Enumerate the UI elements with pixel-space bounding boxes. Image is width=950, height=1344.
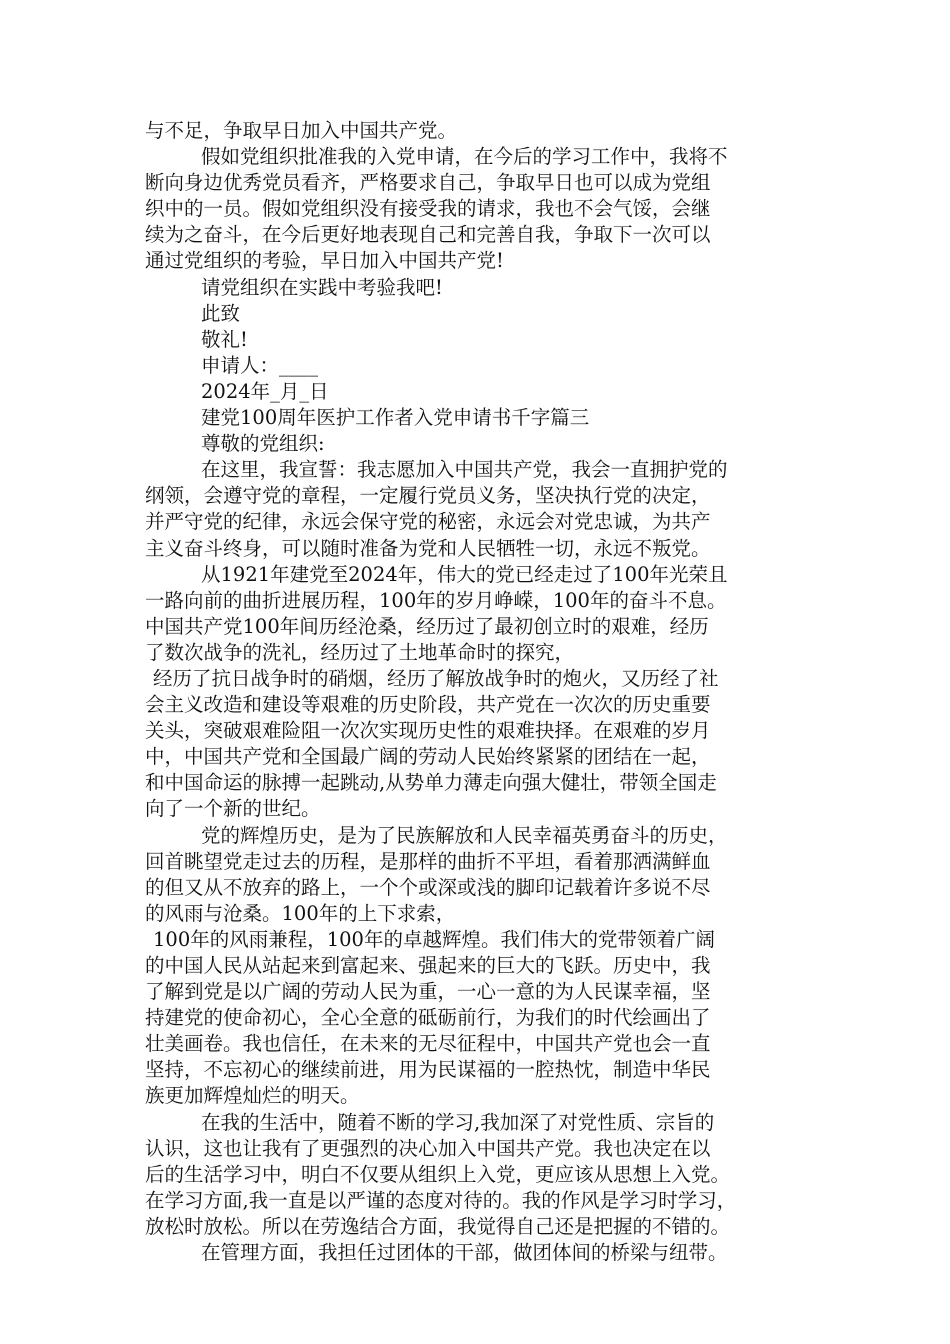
text-line: 族更加辉煌灿烂的明天。: [145, 1084, 360, 1108]
text-line: 主义奋斗终身，可以随时准备为党和人民牺牲一切，永远不叛党。: [145, 536, 711, 560]
text-line: 纲领，会遵守党的章程，一定履行党员义务，坚决执行党的决定，: [145, 484, 711, 508]
text-line: 请党组织在实践中考验我吧!: [201, 275, 443, 299]
text-line: 在我的生活中，随着不断的学习,我加深了对党性质、宗旨的: [201, 1110, 715, 1134]
text-line: 放松时放松。所以在劳逸结合方面，我觉得自己还是把握的不错的。: [145, 1214, 731, 1238]
text-line: 持建党的使命初心，全心全意的砥砺前行，为我们的时代绘画出了: [145, 1006, 711, 1030]
text-line: 会主义改造和建设等艰难的历史阶段，共产党在一次次的历史重要: [145, 693, 711, 717]
text-line: 此致: [201, 301, 241, 325]
text-line: 的中国人民从站起来到富起来、强起来的巨大的飞跃。历史中，我: [145, 954, 711, 977]
text-line: 和中国命运的脉搏一起跳动,从势单力薄走向强大健壮，带领全国走: [145, 771, 717, 795]
text-line: 的但又从不放弃的路上，一个个或深或浅的脚印记载着许多说不尽: [145, 875, 711, 899]
text-line: 一路向前的曲折进展历程，100年的岁月峥嵘，100年的奋斗不息。: [145, 588, 727, 612]
text-line: 尊敬的党组织:: [201, 432, 325, 456]
text-line: 了解到党是以广阔的劳动人民为重，一心一意的为人民谋幸福，坚: [145, 980, 711, 1004]
text-line: 了数次战争的洗礼，经历过了土地革命时的探究，: [145, 640, 575, 664]
text-line: 回首眺望党走过去的历程，是那样的曲折不平坦，看着那洒满鲜血: [145, 849, 711, 873]
text-line: 敬礼!: [201, 327, 248, 351]
text-line: 假如党组织批准我的入党申请，在今后的学习工作中，我将不: [201, 145, 728, 169]
text-line: 壮美画卷。我也信任，在未来的无尽征程中，中国共产党也会一直: [145, 1032, 711, 1056]
text-line: 坚持，不忘初心的继续前进，用为民谋福的一腔热忱，制造中华民: [145, 1058, 711, 1082]
text-line: 建党100周年医护工作者入党申请书千字篇三: [201, 406, 590, 430]
text-line: 向了一个新的世纪。: [145, 797, 321, 821]
text-line: 断向身边优秀党员看齐，严格要求自己，争取早日也可以成为党组: [145, 171, 711, 195]
text-line: 关头，突破艰难险阻一次次实现历史性的艰难抉择。在艰难的岁月: [145, 719, 711, 743]
text-line: 在学习方面,我一直是以严谨的态度对待的。我的作风是学习时学习，: [145, 1188, 737, 1212]
text-line: 织中的一员。假如党组织没有接受我的请求，我也不会气馁，会继: [145, 197, 711, 221]
text-line: 申请人：____: [201, 353, 319, 377]
text-line: 中，中国共产党和全国最广阔的劳动人民始终紧紧的团结在一起，: [145, 745, 711, 769]
text-line: 经历了抗日战争时的硝烟，经历了解放战争时的炮火，又历经了社: [153, 666, 719, 690]
text-line: 在管理方面，我担任过团体的干部，做团体间的桥梁与纽带。: [201, 1241, 728, 1265]
text-line: 的风雨与沧桑。100年的上下求索，: [145, 901, 456, 925]
text-line: 在这里，我宣誓：我志愿加入中国共产党，我会一直拥护党的: [201, 458, 728, 482]
document-page: [145, 118, 811, 1266]
text-line: 认识，这也让我有了更强烈的决心加入中国共产党。我也决定在以: [145, 1136, 711, 1160]
text-line: 后的生活学习中，明白不仅要从组织上入党，更应该从思想上入党。: [145, 1162, 731, 1186]
text-line: 从1921年建党至2024年，伟大的党已经走过了100年光荣且: [201, 562, 728, 586]
text-line: 通过党组织的考验，早日加入中国共产党!: [145, 249, 504, 273]
text-line: 并严守党的纪律，永远会保守党的秘密，永远会对党忠诚，为共产: [145, 510, 711, 534]
text-line: 续为之奋斗，在今后更好地表现自己和完善自我，争取下一次可以: [145, 223, 711, 247]
text-line: 100年的风雨兼程，100年的卓越辉煌。我们伟大的党带领着广阔: [153, 927, 715, 951]
text-line: 党的辉煌历史，是为了民族解放和人民幸福英勇奋斗的历史，: [201, 823, 728, 847]
text-line: 中国共产党100年间历经沧桑，经历过了最初创立时的艰难，经历: [145, 614, 709, 638]
text-line: 2024年_月_日: [201, 379, 329, 403]
text-line: 与不足，争取早日加入中国共产党。: [145, 119, 458, 142]
